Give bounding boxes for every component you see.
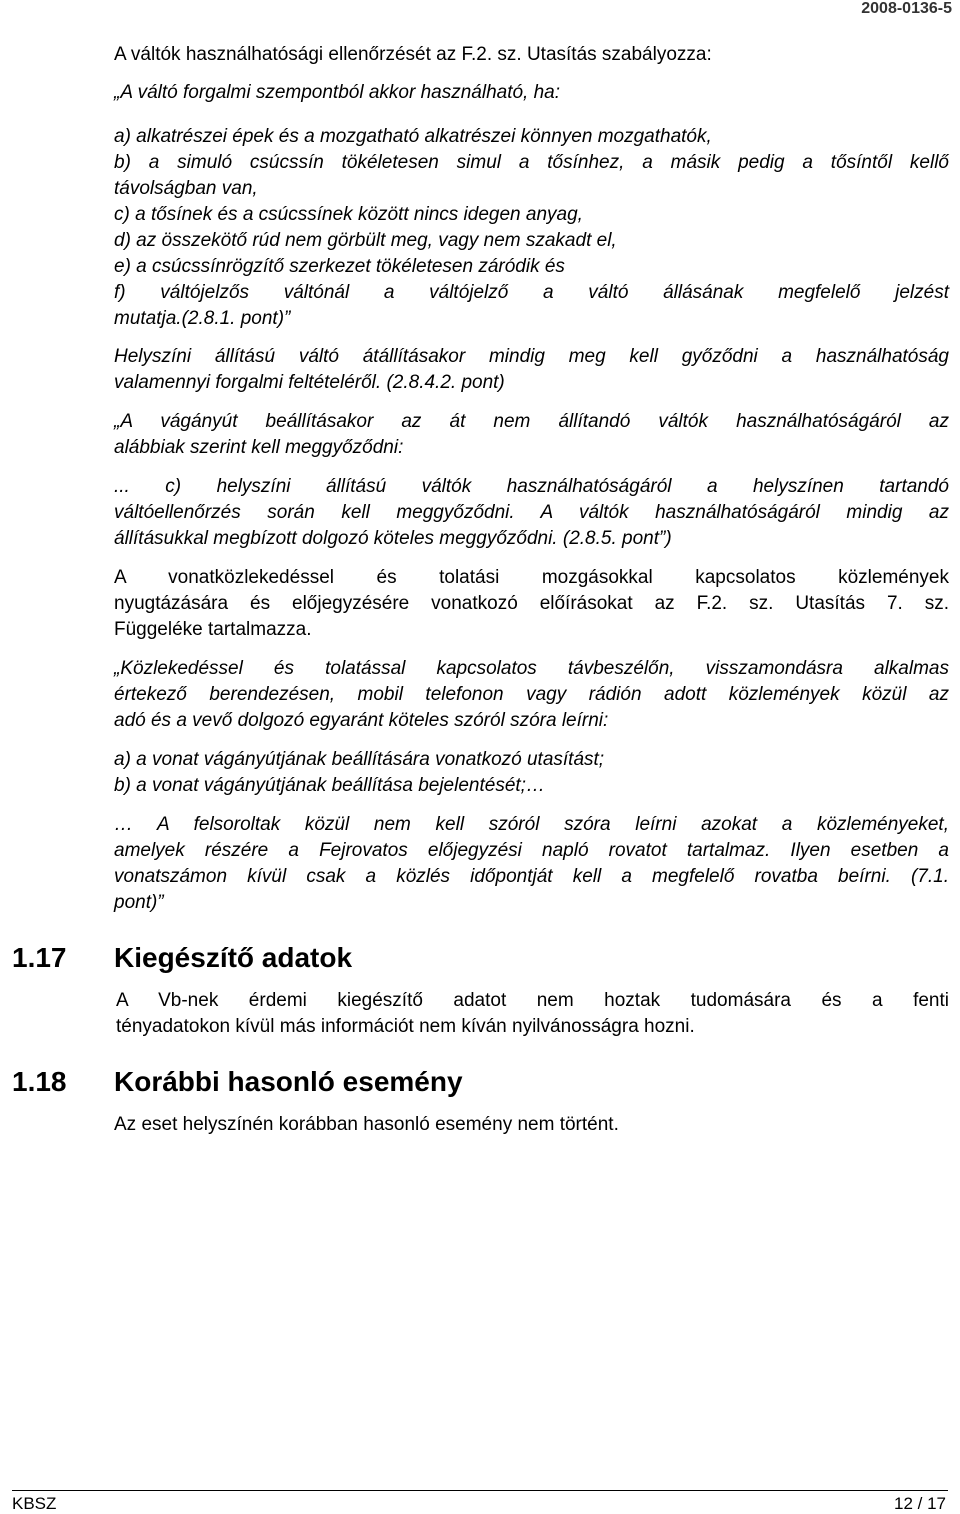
list-item: b) a vonat vágányútjának beállítása bejelentését;… bbox=[114, 775, 545, 796]
text-line: nyugtázására és előjegyzésére vonatkozó előírásokat az F.2. sz. Utasítás 7. sz. bbox=[114, 593, 949, 614]
quote-route-setting bbox=[114, 409, 949, 461]
text-line: Helyszíni állítású váltó átállításakor mindig meg kell győződni a használhatóság bbox=[114, 346, 949, 367]
section-number: 1.18 bbox=[12, 1066, 67, 1097]
text-line: tényadatokon kívül más információt nem kíván nyilvánosságra hozni. bbox=[116, 1016, 695, 1037]
list-item: b) a simuló csúcssín tökéletesen simul a tősínhez, a másik pedig a tősíntől kellő bbox=[114, 152, 949, 173]
list-item: a) a vonat vágányútjának beállítására vonatkozó utasítást; bbox=[114, 749, 605, 770]
text-line: pont)” bbox=[114, 892, 164, 913]
page-number: 12 / 17 bbox=[894, 1494, 946, 1513]
quote-local-switch bbox=[114, 344, 949, 396]
quote-switch-usability bbox=[114, 80, 949, 332]
text-line: vonatszámon kívül csak a közlés időpontját kell a megfelelő rovatba beírni. (7.1. bbox=[114, 866, 949, 887]
paragraph-announcements bbox=[114, 565, 949, 643]
section-1-17-text bbox=[116, 988, 949, 1040]
text-line: valamennyi forgalmi feltételéről. (2.8.4.2. pont) bbox=[114, 372, 505, 393]
intro-line: A váltók használhatósági ellenőrzését az F.2. sz. Utasítás szabályozza: bbox=[114, 44, 712, 65]
text-line: adó és a vevő dolgozó egyaránt köteles szóról szóra leírni: bbox=[114, 710, 609, 731]
text-line: alábbiak szerint kell meggyőződni: bbox=[114, 437, 404, 458]
section-1-18-text: Az eset helyszínén korábban hasonló esemény nem történt. bbox=[114, 1114, 619, 1135]
quote-written-record bbox=[114, 656, 949, 734]
text-line: Függeléke tartalmazza. bbox=[114, 619, 312, 640]
text-line: A Vb-nek érdemi kiegészítő adatot nem hoztak tudomására és a fenti bbox=[116, 990, 949, 1011]
footer-org: KBSZ bbox=[12, 1494, 57, 1513]
list-item: távolságban van, bbox=[114, 178, 258, 199]
footer-divider bbox=[12, 1490, 948, 1491]
text-line: A vonatközlekedéssel és tolatási mozgásokkal kapcsolatos közlemények bbox=[114, 567, 949, 588]
list-item: d) az összekötő rúd nem görbült meg, vagy nem szakadt el, bbox=[114, 230, 617, 251]
text-line: állításukkal megbízott dolgozó köteles meggyőződni. (2.8.5. pont”) bbox=[114, 528, 672, 549]
list-item: c) a tősínek és a csúcssínek között nincs idegen anyag, bbox=[114, 204, 583, 225]
section-heading-1-18 bbox=[12, 1066, 463, 1098]
quote-list-ab bbox=[114, 747, 949, 799]
list-item: f) váltójelzős váltónál a váltójelző a váltó állásának megfelelő jelzést bbox=[114, 282, 949, 303]
text-line: ... c) helyszíni állítású váltók használhatóságáról a helyszínen tartandó bbox=[114, 476, 949, 497]
text-line: értekező berendezésen, mobil telefonon vagy rádión adott közlemények közül az bbox=[114, 684, 949, 705]
quote-lead: „A váltó forgalmi szempontból akkor használható, ha: bbox=[114, 82, 561, 103]
document-id: 2008-0136-5 bbox=[861, 0, 952, 17]
section-title: Korábbi hasonló esemény bbox=[114, 1066, 463, 1097]
section-heading-1-17 bbox=[12, 942, 352, 974]
list-item: e) a csúcssínrögzítő szerkezet tökéletesen záródik és bbox=[114, 256, 565, 277]
quote-local-check bbox=[114, 474, 949, 552]
quote-exceptions bbox=[114, 812, 949, 916]
section-number: 1.17 bbox=[12, 942, 67, 973]
text-line: amelyek részére a Fejrovatos előjegyzési napló rovatot tartalmaz. Ilyen esetben a bbox=[114, 840, 949, 861]
list-item: mutatja.(2.8.1. pont)” bbox=[114, 308, 291, 329]
text-line: „A vágányút beállításakor az át nem állítandó váltók használhatóságáról az bbox=[114, 411, 949, 432]
section-title: Kiegészítő adatok bbox=[114, 942, 353, 973]
text-line: „Közlekedéssel és tolatással kapcsolatos távbeszélőn, visszamondásra alkalmas bbox=[114, 658, 949, 679]
list-item: a) alkatrészei épek és a mozgatható alkatrészei könnyen mozgathatók, bbox=[114, 126, 712, 147]
text-line: … A felsoroltak közül nem kell szóról szóra leírni azokat a közleményeket, bbox=[114, 814, 949, 835]
text-line: váltóellenőrzés során kell meggyőződni. A váltók használhatóságáról mindig az bbox=[114, 502, 949, 523]
